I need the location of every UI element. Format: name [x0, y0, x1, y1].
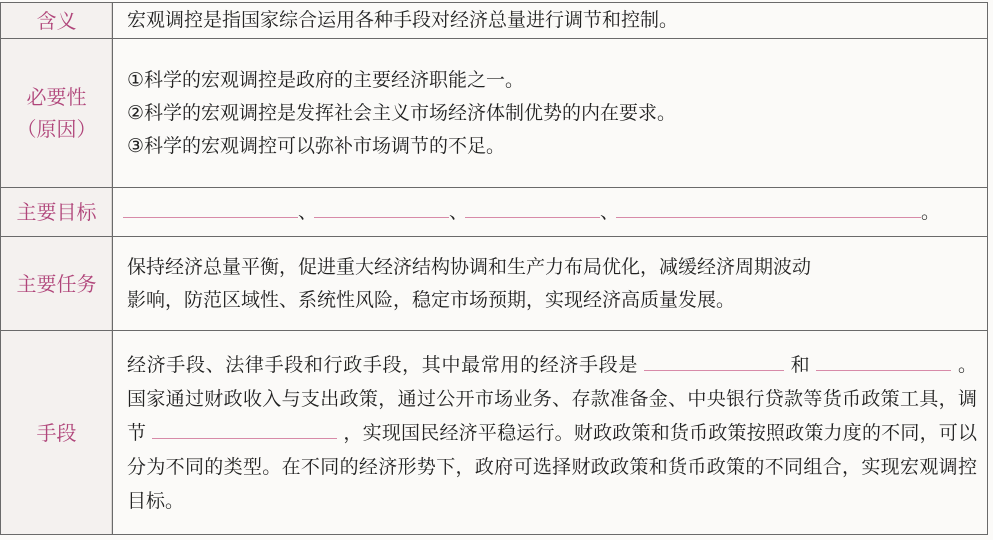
tasks-line-1: 保持经济总量平衡，促进重大经济结构协调和生产力布局优化，减缓经济周期波动: [127, 255, 812, 278]
label-meaning: 含义: [1, 3, 113, 39]
goal-blank-3[interactable]: [465, 199, 600, 218]
means-blank-2a[interactable]: [816, 352, 886, 371]
row-necessity: [1, 39, 988, 188]
goal-sep-2: 、: [449, 200, 469, 223]
row-meaning: [1, 3, 988, 39]
row-goals: [1, 188, 988, 237]
means-paragraph: [127, 348, 977, 518]
necessity-item-2: ②科学的宏观调控是发挥社会主义市场经济体制优势的内在要求。: [127, 101, 677, 124]
tasks-content: [113, 237, 988, 331]
necessity-item-3: ③科学的宏观调控可以弥补市场调节的不足。: [127, 134, 506, 157]
goal-sep-1: 、: [298, 200, 318, 223]
goal-end: 。: [921, 200, 941, 223]
means-part-2: 和: [790, 353, 811, 376]
row-tasks: [1, 237, 988, 331]
label-necessity-sub: （原因）: [16, 117, 97, 141]
meaning-text: 宏观调控是指国家综合运用各种手段对经济总量进行调节和控制。: [113, 3, 988, 39]
label-necessity: [1, 39, 113, 188]
necessity-content: [113, 39, 988, 188]
necessity-item-1: ①科学的宏观调控是政府的主要经济职能之一。: [127, 68, 525, 91]
label-necessity-main: 必要性: [26, 85, 87, 109]
means-content: [113, 331, 988, 535]
means-blank-2b[interactable]: [886, 352, 951, 371]
goal-blank-1[interactable]: [123, 199, 298, 218]
label-means: 手段: [1, 331, 113, 535]
goals-content: [113, 188, 988, 237]
goal-sep-3: 、: [600, 200, 620, 223]
means-blank-1[interactable]: [644, 352, 784, 371]
row-means: [1, 331, 988, 535]
goal-blank-4[interactable]: [616, 199, 921, 218]
means-blank-3[interactable]: [152, 420, 337, 439]
means-part-4: ，实现国民经济平稳运行。财政政策和货币政策按照政策力度的不同，可以分为不同的类型。在不同的经济形势下，政府可选择财政政策和货币政策的不同组合，实现宏观调控目标。: [127, 421, 977, 512]
means-part-3: 。国家通过财政收入与支出政策，通过公开市场业务、存款准备金、中央银行贷款等货币政策工具，调节: [127, 353, 977, 444]
means-part-1: 经济手段、法律手段和行政手段，其中最常用的经济手段是: [127, 353, 638, 376]
label-tasks: 主要任务: [1, 237, 113, 331]
tasks-line-2: 影响，防范区域性、系统性风险，稳定市场预期，实现经济高质量发展。: [127, 288, 736, 311]
goal-blank-2[interactable]: [314, 199, 449, 218]
label-goals: 主要目标: [1, 188, 113, 237]
macro-control-table: [0, 2, 988, 535]
